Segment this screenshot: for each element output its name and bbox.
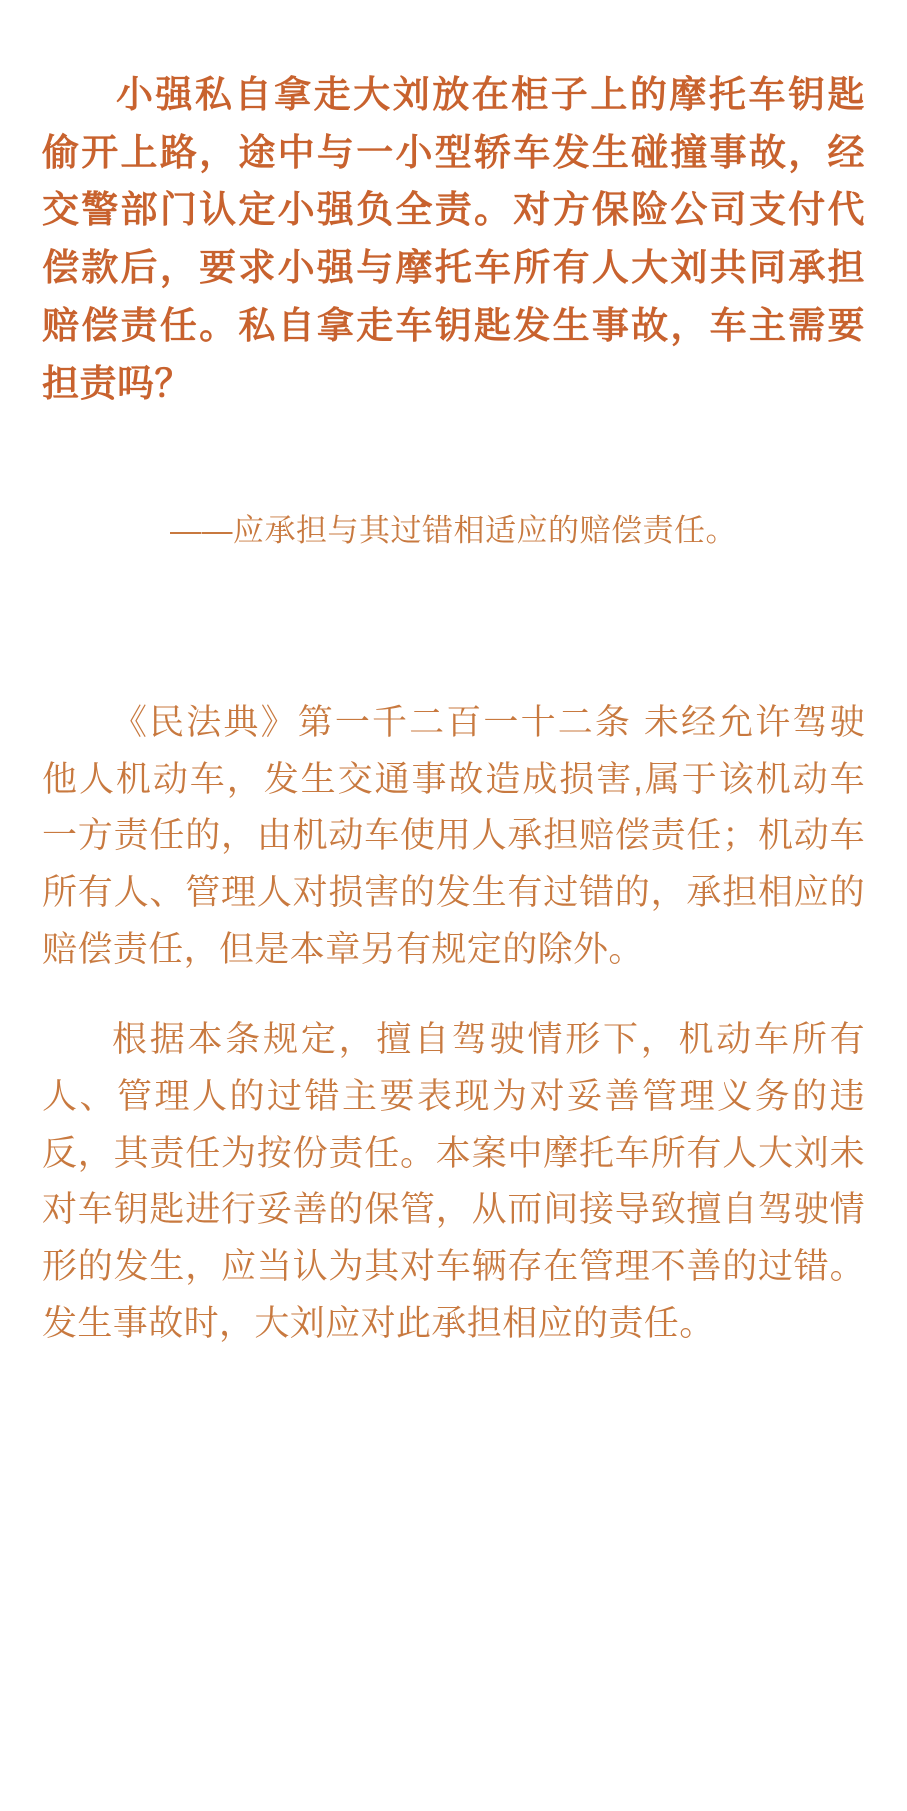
question-block: [36, 66, 871, 412]
answer-summary: ——应承担与其过错相适应的赔偿责任。: [170, 513, 737, 549]
spacer-after-question: [36, 412, 871, 508]
law-citation-text: 《民法典》第一千二百一十二条 未经允许驾驶他人机动车，发生交通事故造成损害,属于该机动车一方责任的，由机动车使用人承担赔偿责任；机动车所有人、管理人对损害的发生有过错的，承担相应的赔偿责任，但是本章另有规定的除外。: [42, 702, 865, 969]
question-text: 小强私自拿走大刘放在柜子上的摩托车钥匙偷开上路，途中与一小型轿车发生碰撞事故，经交警部门认定小强负全责。对方保险公司支付代偿款后，要求小强与摩托车所有人大刘共同承担赔偿责任。私自拿走车钥匙发生事故，车主需要担责吗？: [42, 74, 865, 404]
analysis-text: 根据本条规定，擅自驾驶情形下，机动车所有人、管理人的过错主要表现为对妥善管理义务的违反，其责任为按份责任。本案中摩托车所有人大刘未对车钥匙进行妥善的保管，从而间接导致擅自驾驶情形的发生，应当认为其对车辆存在管理不善的过错。发生事故时，大刘应对此承担相应的责任。: [42, 1020, 865, 1343]
spacer-after-answer: [36, 555, 871, 695]
